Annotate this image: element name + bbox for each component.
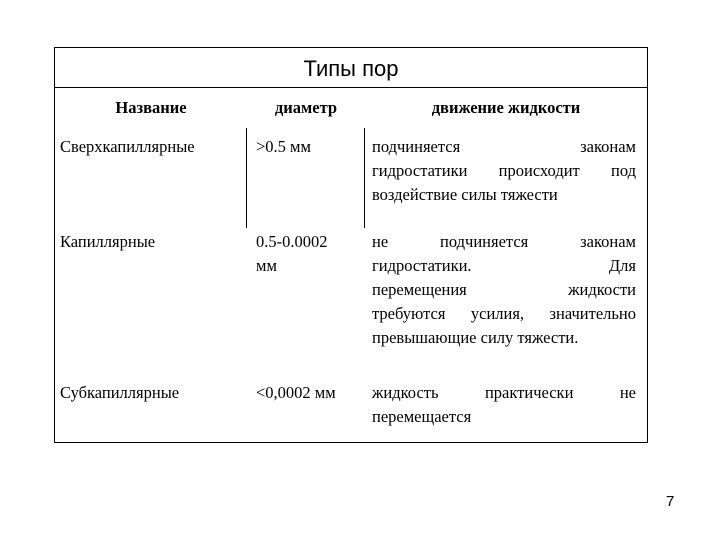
column-divider-1	[246, 128, 247, 228]
row-2-movement-line-4: требуются усилия, значительно	[372, 304, 636, 323]
row-1-diameter: >0.5 мм	[256, 137, 311, 156]
row-2-movement-line-1: не подчиняется законам	[372, 232, 636, 251]
table-title-box	[54, 47, 648, 88]
row-3-movement-line-1: жидкость практически не	[372, 383, 636, 402]
row-1-movement	[372, 135, 636, 207]
column-divider-2	[364, 128, 365, 228]
row-2-diameter-line-2: мм	[256, 256, 277, 275]
row-2-movement-line-2: гидростатики. Для	[372, 256, 636, 275]
row-3-movement-line-2: перемещается	[372, 407, 472, 426]
row-2-diameter-line-1: 0.5-0.0002	[256, 232, 328, 251]
row-2-movement-line-5: превышающие силу тяжести.	[372, 328, 579, 347]
row-2-diameter	[256, 230, 360, 278]
header-name: Название	[115, 98, 187, 117]
table-title: Типы пор	[303, 56, 399, 81]
header-diameter: диаметр	[274, 98, 338, 117]
row-1-name: Сверхкапиллярные	[60, 137, 195, 156]
row-1-movement-line-2: гидростатики происходит под	[372, 161, 636, 180]
row-1-movement-line-3: воздействие силы тяжести	[372, 185, 558, 204]
header-movement: движение жидкости	[431, 98, 581, 117]
row-2-name: Капиллярные	[60, 232, 156, 251]
row-3-name: Субкапиллярные	[60, 383, 180, 402]
table-border-left	[54, 88, 55, 443]
row-1-movement-line-1: подчиняется законам	[372, 137, 636, 156]
row-2-movement-line-3: перемещения жидкости	[372, 280, 636, 299]
row-2-movement	[372, 230, 636, 350]
table-border-bottom	[54, 442, 648, 443]
page-number: 7	[666, 493, 675, 510]
row-3-diameter: <0,0002 мм	[256, 383, 336, 402]
row-3-movement	[372, 381, 636, 429]
table-border-right	[647, 88, 648, 443]
